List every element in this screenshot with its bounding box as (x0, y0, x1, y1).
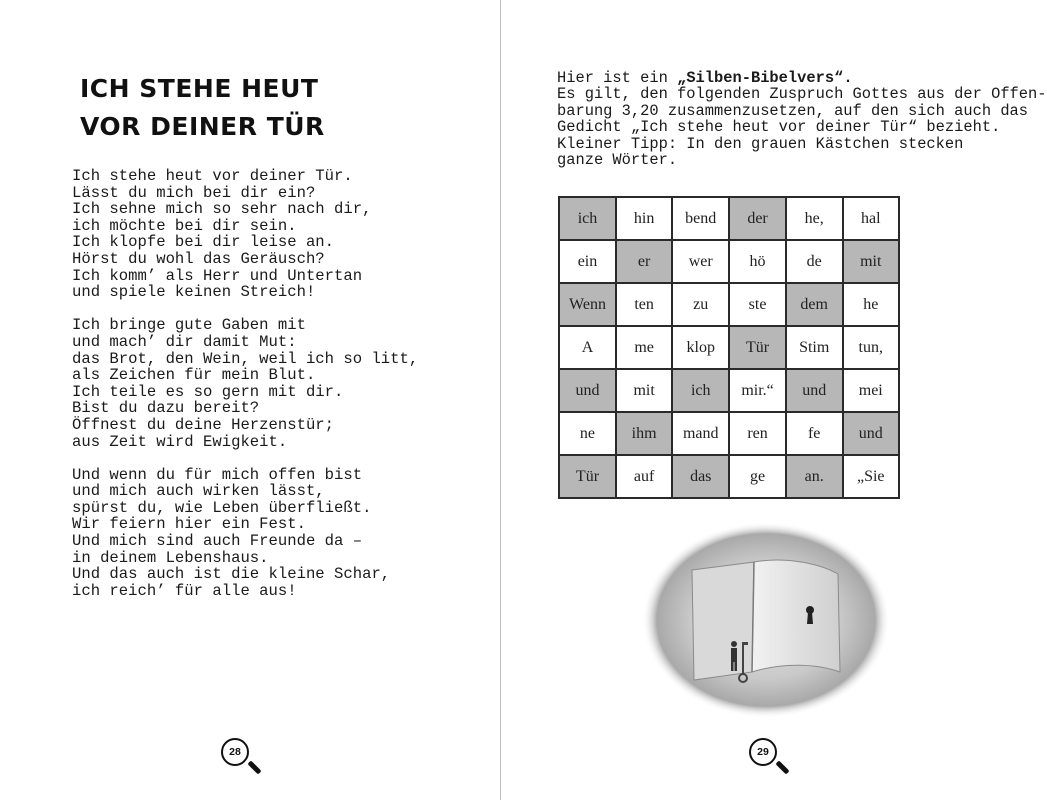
poem-line: Und wenn du für mich offen bist (72, 465, 363, 484)
grid-cell-word: das (672, 455, 729, 498)
grid-cell-syllable: zu (672, 283, 729, 326)
book-left-page (692, 562, 754, 680)
grid-cell-syllable: ne (559, 412, 616, 455)
keyhole-slot (807, 612, 813, 624)
grid-cell-word: der (729, 197, 786, 240)
left-page (72, 0, 501, 800)
grid-cell-word: an. (786, 455, 843, 498)
grid-cell-syllable: ge (729, 455, 786, 498)
grid-cell-syllable: mit (616, 369, 672, 412)
grid-cell-syllable: ren (729, 412, 786, 455)
poem-line: Lässt du mich bei dir ein? (72, 183, 316, 202)
grid-cell-syllable: ein (559, 240, 616, 283)
grid-cell-word: Tür (729, 326, 786, 369)
poem-title (80, 70, 325, 146)
poem-line: Ich sehne mich so sehr nach dir, (72, 200, 372, 219)
poem-line: Ich komm’ als Herr und Untertan (72, 266, 363, 285)
grid-cell-syllable: mei (843, 369, 900, 412)
intro-line: Gedicht „Ich stehe heut vor deiner Tür“ bezieht. (557, 118, 1001, 137)
grid-cell-word: und (786, 369, 843, 412)
poem-line: Und das auch ist die kleine Schar, (72, 565, 391, 584)
grid-cell-syllable: hal (843, 197, 900, 240)
intro-line: Hier ist ein „Silben-Bibelvers“. (557, 69, 853, 87)
poem-line: in deinem Lebenshaus. (72, 548, 269, 567)
poem-line: Hörst du wohl das Geräusch? (72, 249, 325, 268)
poem-line: Ich teile es so gern mit dir. (72, 382, 344, 401)
poem-title-line: ICH STEHE HEUT (80, 74, 319, 103)
grid-cell-syllable: fe (786, 412, 843, 455)
grid-cell-syllable: me (616, 326, 672, 369)
poem-line: Ich klopfe bei dir leise an. (72, 233, 335, 252)
grid-cell-word: Tür (559, 455, 616, 498)
stanza (72, 168, 418, 301)
intro-line: barung 3,20 zusammenzusetzen, auf den sich auch das (557, 101, 1029, 120)
grid-cell-syllable: Stim (786, 326, 843, 369)
poem-line: Und mich sind auch Freunde da – (72, 532, 363, 551)
grid-cell-word: ich (559, 197, 616, 240)
grid-cell-word: und (843, 412, 900, 455)
grid-cell-syllable: klop (672, 326, 729, 369)
stanza (72, 467, 418, 600)
grid-cell-syllable: he (843, 283, 900, 326)
grid-row (559, 455, 899, 498)
poem-text (72, 168, 418, 616)
syllable-grid (558, 196, 900, 499)
grid-cell-word: er (616, 240, 672, 283)
grid-cell-syllable: hin (616, 197, 672, 240)
grid-cell-word: dem (786, 283, 843, 326)
page-number-badge: 28 (221, 738, 249, 766)
grid-cell-syllable: de (786, 240, 843, 283)
grid-cell-syllable: mir.“ (729, 369, 786, 412)
magnifier-icon (247, 760, 261, 774)
puzzle-name: „Silben-Bibelvers“. (677, 69, 853, 87)
page-number-badge: 29 (749, 738, 777, 766)
poem-line: Ich bringe gute Gaben mit (72, 316, 306, 335)
poem-title-line: VOR DEINER TÜR (80, 112, 325, 141)
grid-cell-word: ich (672, 369, 729, 412)
grid-cell-word: ihm (616, 412, 672, 455)
grid-row (559, 412, 899, 455)
poem-line: Wir feiern hier ein Fest. (72, 515, 306, 534)
poem-line: und mich auch wirken lässt, (72, 482, 325, 501)
intro-line: Kleiner Tipp: In den grauen Kästchen stecken (557, 134, 964, 153)
grid-cell-syllable: wer (672, 240, 729, 283)
magnifier-icon (775, 760, 789, 774)
poem-line: als Zeichen für mein Blut. (72, 366, 316, 385)
puzzle-intro (557, 69, 1047, 169)
grid-row (559, 240, 899, 283)
grid-cell-syllable: auf (616, 455, 672, 498)
grid-cell-word: mit (843, 240, 900, 283)
grid-cell-syllable: ten (616, 283, 672, 326)
right-page (501, 0, 1047, 800)
poem-line: aus Zeit wird Ewigkeit. (72, 432, 288, 451)
book-right-page (752, 560, 840, 672)
grid-row (559, 369, 899, 412)
intro-line: ganze Wörter. (557, 150, 678, 169)
grid-cell-syllable: hö (729, 240, 786, 283)
poem-line: Ich stehe heut vor deiner Tür. (72, 167, 353, 185)
grid-cell-syllable: mand (672, 412, 729, 455)
poem-line: spürst du, wie Leben überfließt. (72, 498, 372, 517)
intro-line: Es gilt, den folgenden Zuspruch Gottes aus der Offen- (557, 85, 1047, 104)
grid-cell-syllable: „Sie (843, 455, 900, 498)
poem-line: und mach’ dir damit Mut: (72, 332, 297, 351)
grid-row (559, 283, 899, 326)
grid-cell-syllable: bend (672, 197, 729, 240)
grid-cell-syllable: ste (729, 283, 786, 326)
poem-line: Öffnest du deine Herzenstür; (72, 415, 335, 434)
stanza (72, 317, 418, 450)
grid-cell-word: Wenn (559, 283, 616, 326)
poem-line: ich möchte bei dir sein. (72, 216, 297, 235)
poem-line: Bist du dazu bereit? (72, 399, 260, 418)
poem-line: das Brot, den Wein, weil ich so litt, (72, 349, 419, 368)
grid-row (559, 197, 899, 240)
grid-cell-syllable: tun, (843, 326, 900, 369)
grid-row (559, 326, 899, 369)
poem-line: und spiele keinen Streich! (72, 283, 316, 302)
grid-cell-syllable: A (559, 326, 616, 369)
grid-cell-word: und (559, 369, 616, 412)
grid-cell-syllable: he, (786, 197, 843, 240)
book-keyhole-illustration (642, 522, 890, 718)
poem-line: ich reich’ für alle aus! (72, 581, 297, 600)
